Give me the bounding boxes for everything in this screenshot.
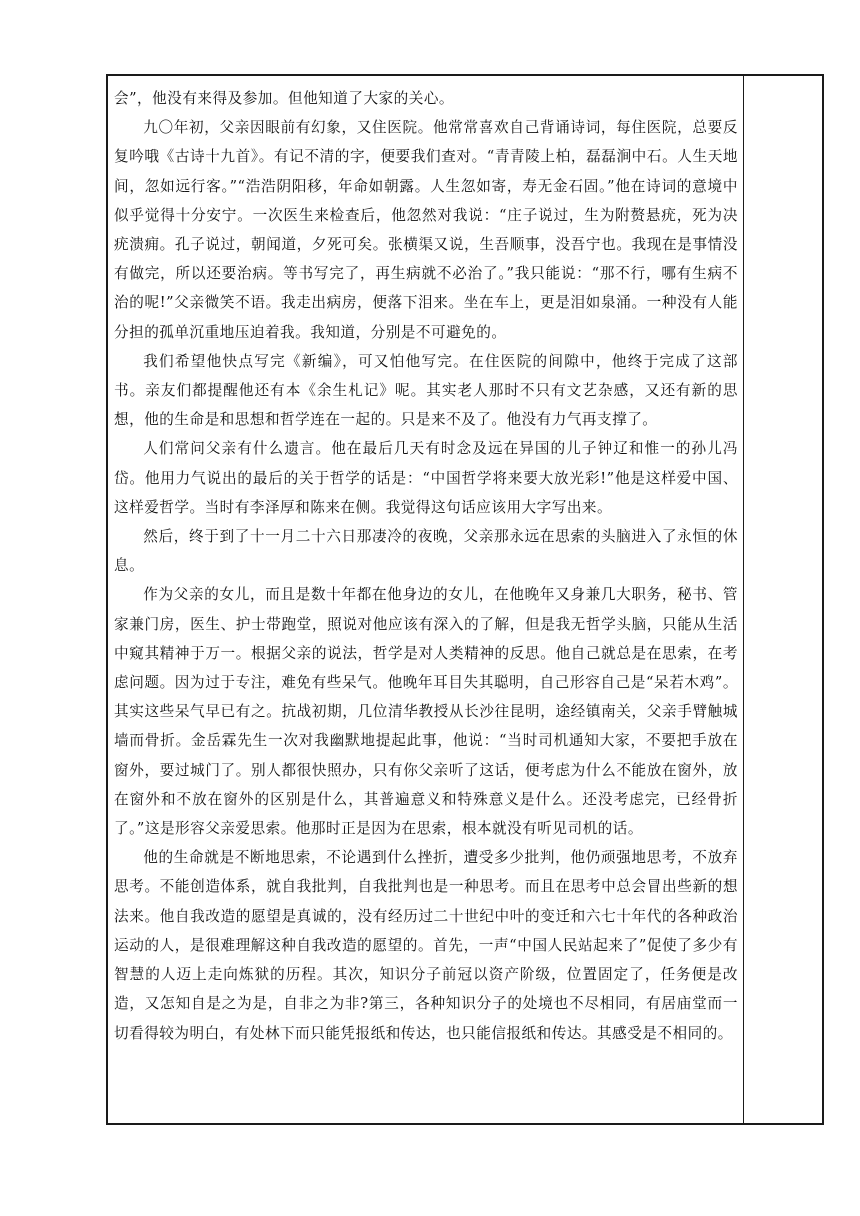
paragraph: 九〇年初，父亲因眼前有幻象，又住医院。他常常喜欢自己背诵诗词，每住医院，总要反复吟哦《古诗十九首》。有记不清的字，便要我们查对。“青青陵上柏，磊磊涧中石。人生天地间，忽如远行客。”“浩浩阴阳移，年命如朝露。人生忽如寄，寿无金石固。”他在诗词的意境中似乎觉得十分安宁。一次医生来检查后，他忽然对我说：“庄子说过，生为附赘悬疣，死为决疣溃痈。孔子说过，朝闻道，夕死可矣。张横渠又说，生吾顺事，没吾宁也。我现在是事情没有做完，所以还要治病。等书写完了，再生病就不必治了。”我只能说：“那不行，哪有生病不治的呢!”父亲微笑不语。我走出病房，便落下泪来。坐在车上，更是泪如泉涌。一种没有人能分担的孤单沉重地压迫着我。我知道，分别是不可避免的。 [114, 119, 738, 341]
paragraph: 我们希望他快点写完《新编》，可又怕他写完。在住医院的间隙中，他终于完成了这部书。亲友们都提醒他还有本《余生札记》呢。其实老人那时不只有文艺杂感，又还有新的思想，他的生命是和思想和哲学连在一起的。只是来不及了。他没有力气再支撑了。 [114, 352, 738, 429]
paragraph: 人们常问父亲有什么遗言。他在最后几天有时念及远在异国的儿子钟辽和惟一的孙儿冯岱。他用力气说出的最后的关于哲学的话是：“中国哲学将来要大放光彩!”他是这样爱中国、这样爱哲学。当时有李泽厚和陈来在侧。我觉得这句话应该用大字写出来。 [114, 440, 738, 516]
paragraph: 作为父亲的女儿，而且是数十年都在他身边的女儿，在他晚年又身兼几大职务，秘书、管家兼门房，医生、护士带跑堂，照说对他应该有深入的了解，但是我无哲学头脑，只能从生活中窥其精神于万一。根据父亲的说法，哲学是对人类精神的反思。他自己就总是在思索，在考虑问题。因为过于专注，难免有些呆气。他晚年耳目失其聪明，自己形容自己是“呆若木鸡”。其实这些呆气早已有之。抗战初期，几位清华教授从长沙往昆明，途经镇南关，父亲手臂触城墙而骨折。金岳霖先生一次对我幽默地提起此事，他说：“当时司机通知大家，不要把手放在窗外，要过城门了。别人都很快照办，只有你父亲听了这话，便考虑为什么不能放在窗外，放在窗外和不放在窗外的区别是什么，其普遍意义和特殊意义是什么。还没考虑完，已经骨折了。”这是形容父亲爱思索。他那时正是因为在思索，根本就没有听见司机的话。 [114, 586, 738, 838]
paragraph: 会”，他没有来得及参加。但他知道了大家的关心。 [114, 90, 455, 107]
article-body [114, 84, 738, 1048]
paragraph: 他的生命就是不断地思索，不论遇到什么挫折，遭受多少批判，他仍顽强地思考，不放弃思考。不能创造体系，就自我批判，自我批判也是一种思考。而且在思考中总会冒出些新的想法来。他自我改造的愿望是真诚的，没有经历过二十世纪中叶的变迁和六七十年代的各种政治运动的人，是很难理解这种自我改造的愿望的。首先，一声“中国人民站起来了”促使了多少有智慧的人迈上走向炼狱的历程。其次，知识分子前冠以资产阶级，位置固定了，任务便是改造，又怎知自是之为是，自非之为非?第三，各种知识分子的处境也不尽相同，有居庙堂而一切看得较为明白，有处林下而只能凭报纸和传达，也只能信报纸和传达。其感受是不相同的。 [114, 849, 738, 1042]
table-column-divider [743, 74, 744, 1125]
paragraph: 然后，终于到了十一月二十六日那凄冷的夜晚，父亲那永远在思索的头脑进入了永恒的休息。 [114, 528, 738, 575]
